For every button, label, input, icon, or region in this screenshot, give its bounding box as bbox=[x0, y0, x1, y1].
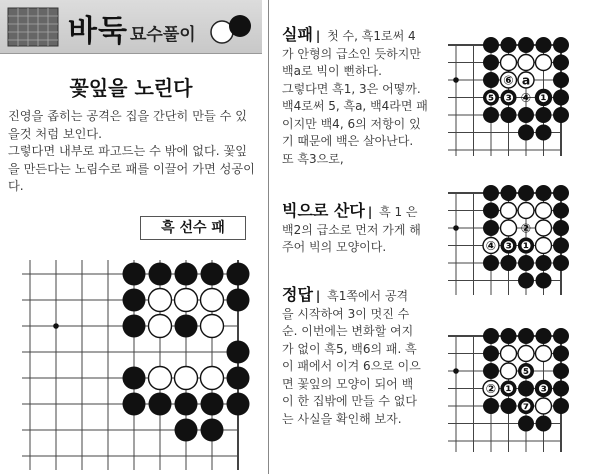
black-stone bbox=[227, 263, 250, 286]
star-point bbox=[453, 368, 459, 374]
black-stone bbox=[536, 273, 552, 289]
section-line: 이 한 집밖에 만들 수 없다 bbox=[282, 394, 417, 408]
black-stone bbox=[201, 393, 224, 416]
section-line: 기 때문에 백은 살아난다. bbox=[282, 134, 414, 148]
black-stone bbox=[483, 72, 499, 88]
diagram-answer-board bbox=[448, 322, 598, 452]
black-stone bbox=[483, 37, 499, 53]
black-stone bbox=[553, 346, 569, 362]
black-stone bbox=[483, 398, 499, 414]
move-label: ❶ bbox=[538, 89, 549, 105]
black-stone bbox=[553, 185, 569, 201]
black-stone bbox=[553, 398, 569, 414]
section-separator: | bbox=[367, 205, 373, 219]
black-stone bbox=[175, 315, 198, 338]
move-label: ② bbox=[520, 220, 532, 236]
white-stone bbox=[175, 289, 198, 312]
white-stone bbox=[518, 346, 534, 362]
section-heading: 실패 bbox=[282, 25, 313, 44]
move-label: ④ bbox=[520, 89, 532, 105]
black-stone bbox=[536, 37, 552, 53]
black-stone bbox=[483, 363, 499, 379]
section-failure bbox=[282, 26, 440, 168]
black-stone bbox=[483, 203, 499, 219]
star-point bbox=[53, 323, 59, 329]
black-stone bbox=[536, 255, 552, 271]
section-body bbox=[282, 286, 440, 428]
section-line: 을 시작하여 3이 멋진 수 bbox=[282, 306, 410, 321]
black-stone bbox=[123, 289, 146, 312]
black-stone bbox=[518, 125, 534, 141]
section-line: 는 사실을 확인해 보자. bbox=[282, 411, 402, 426]
header-subtitle: 묘수풀이 bbox=[130, 25, 196, 45]
white-stone bbox=[536, 238, 552, 254]
white-stone bbox=[536, 203, 552, 219]
black-stone bbox=[227, 289, 250, 312]
black-stone bbox=[501, 255, 517, 271]
black-stone bbox=[201, 419, 224, 442]
section-heading: 정답 bbox=[282, 285, 313, 304]
section-separator: | bbox=[315, 289, 321, 303]
move-label: ❺ bbox=[520, 363, 532, 379]
white-stone bbox=[518, 55, 534, 71]
white-stone bbox=[536, 220, 552, 236]
section-separator: | bbox=[315, 29, 321, 43]
black-stone bbox=[501, 328, 517, 344]
column-divider bbox=[268, 0, 269, 474]
black-stone bbox=[518, 328, 534, 344]
black-stone bbox=[518, 273, 534, 289]
section-line: 이 패에서 이겨 6으로 이으 bbox=[282, 359, 421, 373]
section-line: 백a로 빅이 뻔하다. bbox=[282, 64, 382, 78]
move-label: ❼ bbox=[520, 398, 532, 414]
black-stone bbox=[501, 107, 517, 123]
black-stone bbox=[483, 328, 499, 344]
white-stone bbox=[536, 346, 552, 362]
diagram-failure-board bbox=[448, 30, 598, 156]
black-stone bbox=[201, 263, 224, 286]
section-line: 순. 이번에는 변화할 여지 bbox=[282, 324, 414, 338]
white-stone bbox=[501, 363, 517, 379]
header-banner bbox=[0, 0, 262, 54]
black-stone bbox=[227, 367, 250, 390]
section-heading: 빅으로 산다 bbox=[282, 201, 365, 220]
black-stone bbox=[483, 185, 499, 201]
section-line: 주어 빅의 모양이다. bbox=[282, 240, 387, 254]
black-stone bbox=[123, 393, 146, 416]
section-line: 가 없이 흑5, 백6의 패. 흑 bbox=[282, 341, 417, 356]
white-stone bbox=[201, 315, 224, 338]
black-stone bbox=[501, 37, 517, 53]
move-label: ❶ bbox=[503, 380, 514, 396]
black-stone bbox=[518, 37, 534, 53]
black-stone bbox=[483, 255, 499, 271]
black-stone bbox=[553, 328, 569, 344]
move-label: ❸ bbox=[503, 237, 514, 253]
black-stone bbox=[553, 255, 569, 271]
black-stone bbox=[123, 263, 146, 286]
black-stone bbox=[553, 203, 569, 219]
go-stones-icon bbox=[208, 12, 254, 46]
black-stone bbox=[501, 398, 517, 414]
black-stone bbox=[123, 315, 146, 338]
move-label: ❺ bbox=[485, 89, 497, 105]
white-stone bbox=[501, 220, 517, 236]
move-label: ② bbox=[555, 89, 567, 105]
white-stone bbox=[518, 203, 534, 219]
white-stone bbox=[536, 398, 552, 414]
intro-text bbox=[8, 108, 258, 196]
section-line: 백4로써 5, 흑a, 백4라면 패 bbox=[282, 99, 428, 113]
move-label: ⑥ bbox=[520, 380, 532, 396]
section-body bbox=[282, 26, 440, 168]
black-stone bbox=[518, 107, 534, 123]
section-line: 이지만 백4, 6의 저항이 있 bbox=[282, 116, 421, 131]
move-label: ❶ bbox=[520, 237, 532, 253]
black-stone bbox=[553, 363, 569, 379]
move-label: a bbox=[521, 72, 531, 88]
white-stone bbox=[149, 289, 172, 312]
header-title: 바둑 bbox=[68, 14, 128, 49]
white-stone bbox=[175, 367, 198, 390]
black-stone bbox=[123, 367, 146, 390]
black-stone bbox=[483, 107, 499, 123]
white-stone bbox=[536, 55, 552, 71]
black-stone bbox=[553, 107, 569, 123]
section-line: 면 꽃잎의 모양이 되어 백 bbox=[282, 376, 414, 391]
intro-paragraph: 그렇다면 내부로 파고드는 수 밖에 없다. 꽃잎을 만든다는 노림수로 패를 이끌어 가면 성공이다. bbox=[8, 144, 255, 193]
move-label: ❸ bbox=[538, 380, 549, 396]
move-label: ❸ bbox=[503, 89, 514, 105]
white-stone bbox=[201, 289, 224, 312]
star-point bbox=[453, 225, 459, 231]
move-label: ② bbox=[485, 380, 497, 396]
black-stone bbox=[175, 419, 198, 442]
move-label: ⑥ bbox=[503, 72, 514, 88]
section-line: 또 흑3으로, bbox=[282, 151, 344, 166]
black-stone bbox=[518, 185, 534, 201]
section-line: 첫 수, 흑1로써 4 bbox=[327, 29, 416, 43]
black-stone bbox=[553, 37, 569, 53]
main-problem-board bbox=[22, 260, 258, 470]
black-stone bbox=[518, 416, 534, 432]
black-stone bbox=[227, 341, 250, 364]
white-stone bbox=[201, 367, 224, 390]
black-stone bbox=[553, 238, 569, 254]
section-line: 백2의 급소로 먼저 가게 해 bbox=[282, 222, 421, 237]
black-stone bbox=[536, 328, 552, 344]
section-line: 가 안형의 급소인 듯하지만 bbox=[282, 46, 421, 61]
star-point bbox=[453, 77, 459, 83]
section-body bbox=[282, 202, 440, 257]
white-stone bbox=[149, 315, 172, 338]
black-stone bbox=[149, 263, 172, 286]
move-label: ④ bbox=[485, 237, 497, 253]
black-stone bbox=[501, 185, 517, 201]
black-stone bbox=[483, 55, 499, 71]
black-stone bbox=[553, 220, 569, 236]
black-stone bbox=[536, 185, 552, 201]
article-title: 꽃잎을 노린다 bbox=[69, 76, 193, 100]
section-answer bbox=[282, 286, 440, 428]
black-stone bbox=[175, 263, 198, 286]
white-stone bbox=[501, 346, 517, 362]
black-stone bbox=[483, 220, 499, 236]
black-stone bbox=[553, 72, 569, 88]
intro-paragraph: 진영을 좁히는 공격은 집을 간단히 만들 수 있을것 처럼 보인다. bbox=[8, 109, 248, 141]
black-stone bbox=[536, 107, 552, 123]
black-stone bbox=[518, 255, 534, 271]
black-stone bbox=[553, 55, 569, 71]
problem-caption: 흑 선수 패 bbox=[140, 216, 246, 240]
diagram-seki-board bbox=[448, 183, 598, 295]
white-stone bbox=[501, 203, 517, 219]
black-stone bbox=[175, 393, 198, 416]
section-seki bbox=[282, 202, 440, 257]
white-stone bbox=[149, 367, 172, 390]
section-line: 그렇다면 흑1, 3은 어떻까. bbox=[282, 81, 421, 96]
black-stone bbox=[227, 393, 250, 416]
black-stone bbox=[483, 346, 499, 362]
black-stone bbox=[149, 393, 172, 416]
white-stone bbox=[501, 55, 517, 71]
go-board-icon bbox=[6, 6, 60, 48]
black-stone bbox=[536, 416, 552, 432]
move-label: ④ bbox=[555, 380, 567, 396]
section-line: 흑1쪽에서 공격 bbox=[327, 289, 409, 303]
section-line: 흑 1 은 bbox=[379, 205, 418, 219]
black-stone bbox=[536, 125, 552, 141]
